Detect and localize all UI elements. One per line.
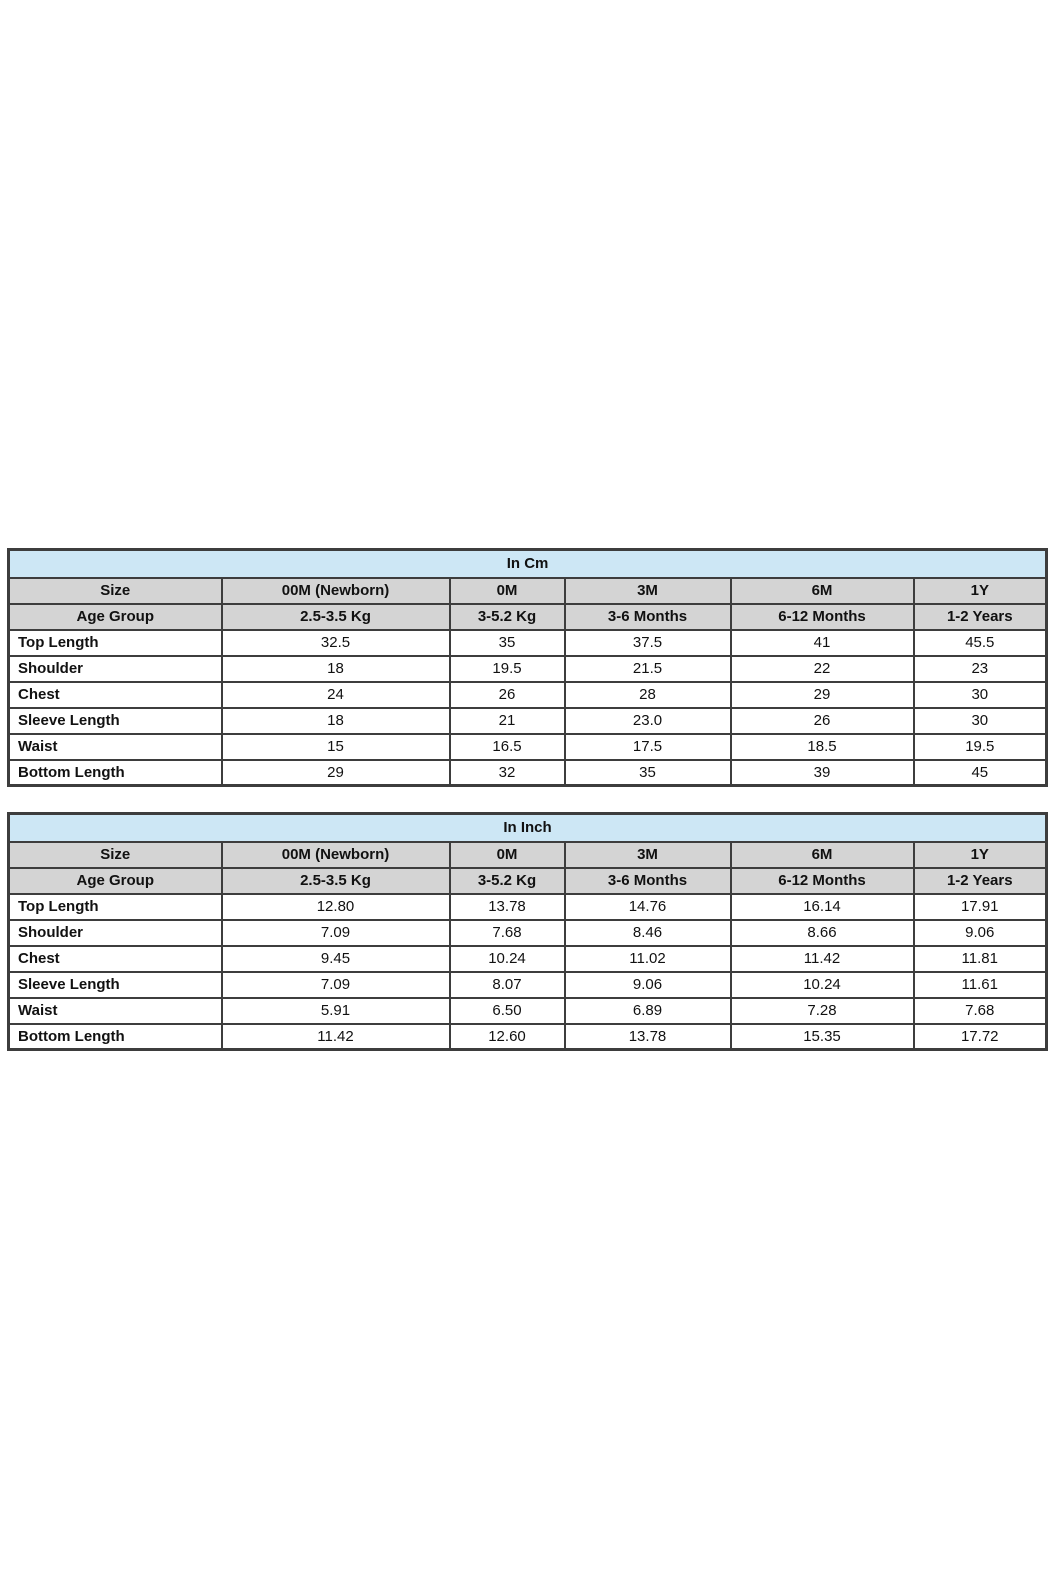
age-group-value: 2.5-3.5 Kg	[222, 604, 450, 630]
cell-value: 7.68	[450, 920, 565, 946]
cell-value: 37.5	[565, 630, 731, 656]
cell-value: 29	[222, 760, 450, 786]
cell-value: 9.06	[565, 972, 731, 998]
size-table-inch	[7, 812, 1048, 1051]
cell-value: 41	[731, 630, 914, 656]
cell-value: 12.60	[450, 1024, 565, 1050]
row-label: Bottom Length	[9, 760, 222, 786]
size-col-header: 1Y	[914, 578, 1047, 604]
size-chart-inch	[7, 812, 1045, 1051]
cell-value: 7.09	[222, 920, 450, 946]
age-group-value: 3-6 Months	[565, 868, 731, 894]
cell-value: 45.5	[914, 630, 1047, 656]
size-col-header: 00M (Newborn)	[222, 578, 450, 604]
cell-value: 8.66	[731, 920, 914, 946]
cell-value: 16.5	[450, 734, 565, 760]
size-col-header: 3M	[565, 842, 731, 868]
table-row	[9, 972, 1047, 998]
size-col-header: 6M	[731, 578, 914, 604]
cell-value: 19.5	[914, 734, 1047, 760]
size-header-row	[9, 842, 1047, 868]
cell-value: 11.02	[565, 946, 731, 972]
row-label: Top Length	[9, 894, 222, 920]
row-label: Shoulder	[9, 920, 222, 946]
cell-value: 6.89	[565, 998, 731, 1024]
row-label: Chest	[9, 682, 222, 708]
cell-value: 28	[565, 682, 731, 708]
cell-value: 29	[731, 682, 914, 708]
cell-value: 11.81	[914, 946, 1047, 972]
size-header-row	[9, 578, 1047, 604]
table-row	[9, 1024, 1047, 1050]
cell-value: 18	[222, 708, 450, 734]
table-row	[9, 894, 1047, 920]
cell-value: 39	[731, 760, 914, 786]
table-row	[9, 630, 1047, 656]
cell-value: 9.45	[222, 946, 450, 972]
cell-value: 15.35	[731, 1024, 914, 1050]
age-group-value: 6-12 Months	[731, 604, 914, 630]
cell-value: 19.5	[450, 656, 565, 682]
table-row	[9, 946, 1047, 972]
row-label: Waist	[9, 998, 222, 1024]
cell-value: 32.5	[222, 630, 450, 656]
cell-value: 8.46	[565, 920, 731, 946]
row-label: Top Length	[9, 630, 222, 656]
size-col-header: 1Y	[914, 842, 1047, 868]
age-group-value: 3-6 Months	[565, 604, 731, 630]
cell-value: 12.80	[222, 894, 450, 920]
cell-value: 17.72	[914, 1024, 1047, 1050]
cell-value: 30	[914, 682, 1047, 708]
cell-value: 11.61	[914, 972, 1047, 998]
row-label: Bottom Length	[9, 1024, 222, 1050]
cell-value: 7.68	[914, 998, 1047, 1024]
cell-value: 11.42	[222, 1024, 450, 1050]
age-group-value: 3-5.2 Kg	[450, 604, 565, 630]
size-col-header: 00M (Newborn)	[222, 842, 450, 868]
cell-value: 23.0	[565, 708, 731, 734]
cell-value: 10.24	[731, 972, 914, 998]
table-title: In Cm	[9, 550, 1047, 578]
size-chart-cm	[7, 548, 1045, 787]
cell-value: 35	[450, 630, 565, 656]
table-title-row	[9, 814, 1047, 842]
age-group-label: Age Group	[9, 604, 222, 630]
cell-value: 22	[731, 656, 914, 682]
cell-value: 26	[731, 708, 914, 734]
age-group-label: Age Group	[9, 868, 222, 894]
age-group-value: 6-12 Months	[731, 868, 914, 894]
row-label: Sleeve Length	[9, 708, 222, 734]
cell-value: 6.50	[450, 998, 565, 1024]
size-row-label: Size	[9, 842, 222, 868]
cell-value: 21.5	[565, 656, 731, 682]
row-label: Chest	[9, 946, 222, 972]
age-group-value: 3-5.2 Kg	[450, 868, 565, 894]
cell-value: 17.91	[914, 894, 1047, 920]
age-group-value: 1-2 Years	[914, 868, 1047, 894]
row-label: Shoulder	[9, 656, 222, 682]
table-row	[9, 656, 1047, 682]
size-col-header: 0M	[450, 842, 565, 868]
table-row	[9, 760, 1047, 786]
size-col-header: 3M	[565, 578, 731, 604]
cell-value: 17.5	[565, 734, 731, 760]
cell-value: 26	[450, 682, 565, 708]
cell-value: 5.91	[222, 998, 450, 1024]
age-group-value: 2.5-3.5 Kg	[222, 868, 450, 894]
row-label: Waist	[9, 734, 222, 760]
table-row	[9, 920, 1047, 946]
age-group-value: 1-2 Years	[914, 604, 1047, 630]
cell-value: 7.28	[731, 998, 914, 1024]
cell-value: 8.07	[450, 972, 565, 998]
cell-value: 9.06	[914, 920, 1047, 946]
table-row	[9, 708, 1047, 734]
table-row	[9, 734, 1047, 760]
size-table-cm	[7, 548, 1048, 787]
cell-value: 30	[914, 708, 1047, 734]
cell-value: 32	[450, 760, 565, 786]
cell-value: 14.76	[565, 894, 731, 920]
cell-value: 18	[222, 656, 450, 682]
age-group-row	[9, 604, 1047, 630]
cell-value: 15	[222, 734, 450, 760]
cell-value: 10.24	[450, 946, 565, 972]
row-label: Sleeve Length	[9, 972, 222, 998]
cell-value: 21	[450, 708, 565, 734]
age-group-row	[9, 868, 1047, 894]
cell-value: 45	[914, 760, 1047, 786]
size-row-label: Size	[9, 578, 222, 604]
table-row	[9, 998, 1047, 1024]
cell-value: 11.42	[731, 946, 914, 972]
size-col-header: 0M	[450, 578, 565, 604]
cell-value: 13.78	[565, 1024, 731, 1050]
cell-value: 13.78	[450, 894, 565, 920]
size-col-header: 6M	[731, 842, 914, 868]
cell-value: 35	[565, 760, 731, 786]
cell-value: 16.14	[731, 894, 914, 920]
cell-value: 24	[222, 682, 450, 708]
cell-value: 18.5	[731, 734, 914, 760]
cell-value: 7.09	[222, 972, 450, 998]
table-row	[9, 682, 1047, 708]
table-title: In Inch	[9, 814, 1047, 842]
table-title-row	[9, 550, 1047, 578]
cell-value: 23	[914, 656, 1047, 682]
